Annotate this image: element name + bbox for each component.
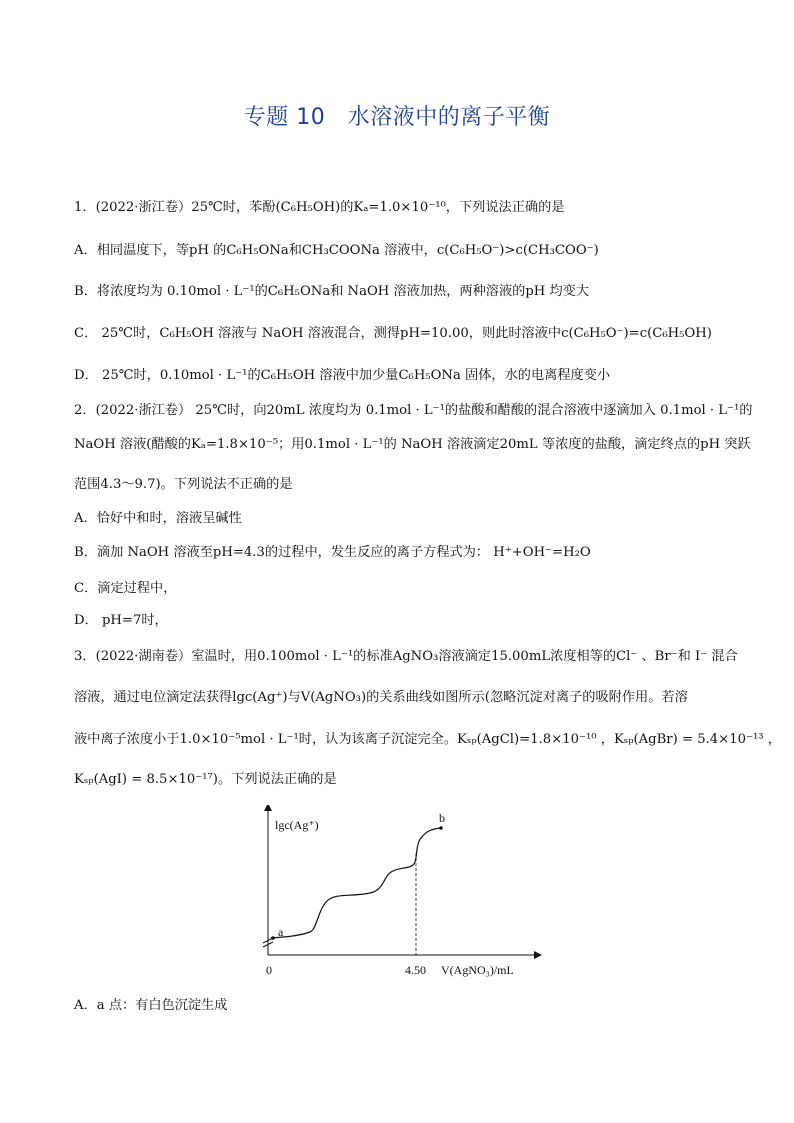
origin-label: 0 — [266, 963, 272, 977]
question-2-option-a: A．恰好中和时，溶液呈碱性 — [74, 511, 242, 526]
question-3-stem-line-4: Kₛₚ(AgI) = 8.5×10⁻¹⁷)。下列说法正确的是 — [74, 772, 337, 787]
question-2-stem-line-3: 范围4.3～9.7)。下列说法不正确的是 — [74, 477, 293, 492]
point-a-label: a — [278, 925, 284, 939]
question-3-stem-line-3: 液中离子浓度小于1.0×10⁻⁵mol · L⁻¹时，认为该离子沉淀完全。Kₛₚ(AgCl)=1.8×10⁻¹⁰ ，Kₛₚ(AgBr) = 5.4×10⁻¹³ ， — [74, 732, 781, 747]
question-2-option-b: B．滴加 NaOH 溶液至pH=4.3的过程中，发生反应的离子方程式为： H⁺+OH⁻=H₂O — [74, 545, 591, 560]
question-2-stem-line-1: 2．(2022·浙江卷） 25℃时，向20mL 浓度均为 0.1mol · L⁻¹的盐酸和醋酸的混合溶液中逐滴加入 0.1mol · L⁻¹的 — [74, 403, 753, 418]
page-title: 专题 10 水溶液中的离子平衡 — [243, 105, 551, 130]
question-2-stem-line-2: NaOH 溶液(醋酸的Kₐ=1.8×10⁻⁵；用0.1mol · L⁻¹的 NaOH 溶液滴定20mL 等浓度的盐酸，滴定终点的pH 突跃 — [74, 437, 751, 452]
question-1-option-b: B．将浓度均为 0.10mol · L⁻¹的C₆H₅ONa和 NaOH 溶液加热，两种溶液的pH 均变大 — [74, 284, 590, 299]
y-axis-label: lgc(Ag⁺) — [275, 818, 319, 832]
question-1-option-a: A．相同温度下，等pH 的C₆H₅ONa和CH₃COONa 溶液中，c(C₆H₅O⁻)>c(CH₃COO⁻) — [74, 243, 599, 258]
point-b-marker — [439, 826, 443, 830]
question-2-option-c: C．滴定过程中， — [74, 581, 177, 596]
question-1-option-c: C． 25℃时，C₆H₅OH 溶液与 NaOH 溶液混合，测得pH=10.00，则此时溶液中c(C₆H₅O⁻)=c(C₆H₅OH) — [74, 326, 712, 341]
x-tick-label: 4.50 — [405, 963, 426, 977]
question-3-option-a: A．a 点：有白色沉淀生成 — [74, 998, 228, 1013]
point-b-label: b — [439, 811, 445, 825]
question-3-stem-line-2: 溶液，通过电位滴定法获得lgc(Ag⁺)与V(AgNO₃)的关系曲线如图所示(忽略沉淀对离子的吸附作用。若溶 — [74, 690, 688, 705]
titration-curve — [271, 828, 441, 938]
question-2-option-d: D． pH=7时， — [74, 613, 168, 628]
x-axis-label: V(AgNO₃)/mL — [441, 963, 514, 977]
question-1-stem: 1．(2022·浙江卷）25℃时，苯酚(C₆H₅OH)的Kₐ=1.0×10⁻¹⁰，下列说法正确的是 — [74, 200, 565, 215]
titration-curve-figure — [255, 805, 545, 985]
titration-curve-svg — [255, 805, 545, 985]
question-1-option-d: D． 25℃时，0.10mol · L⁻¹的C₆H₅OH 溶液中加少量C₆H₅ONa 固体，水的电离程度变小 — [74, 368, 611, 383]
point-a-marker — [271, 936, 275, 940]
question-3-stem-line-1: 3．(2022·湖南卷）室温时，用0.100mol · L⁻¹的标准AgNO₃溶液滴定15.00mL浓度相等的Cl⁻ 、Br⁻和 I⁻ 混合 — [74, 649, 738, 664]
